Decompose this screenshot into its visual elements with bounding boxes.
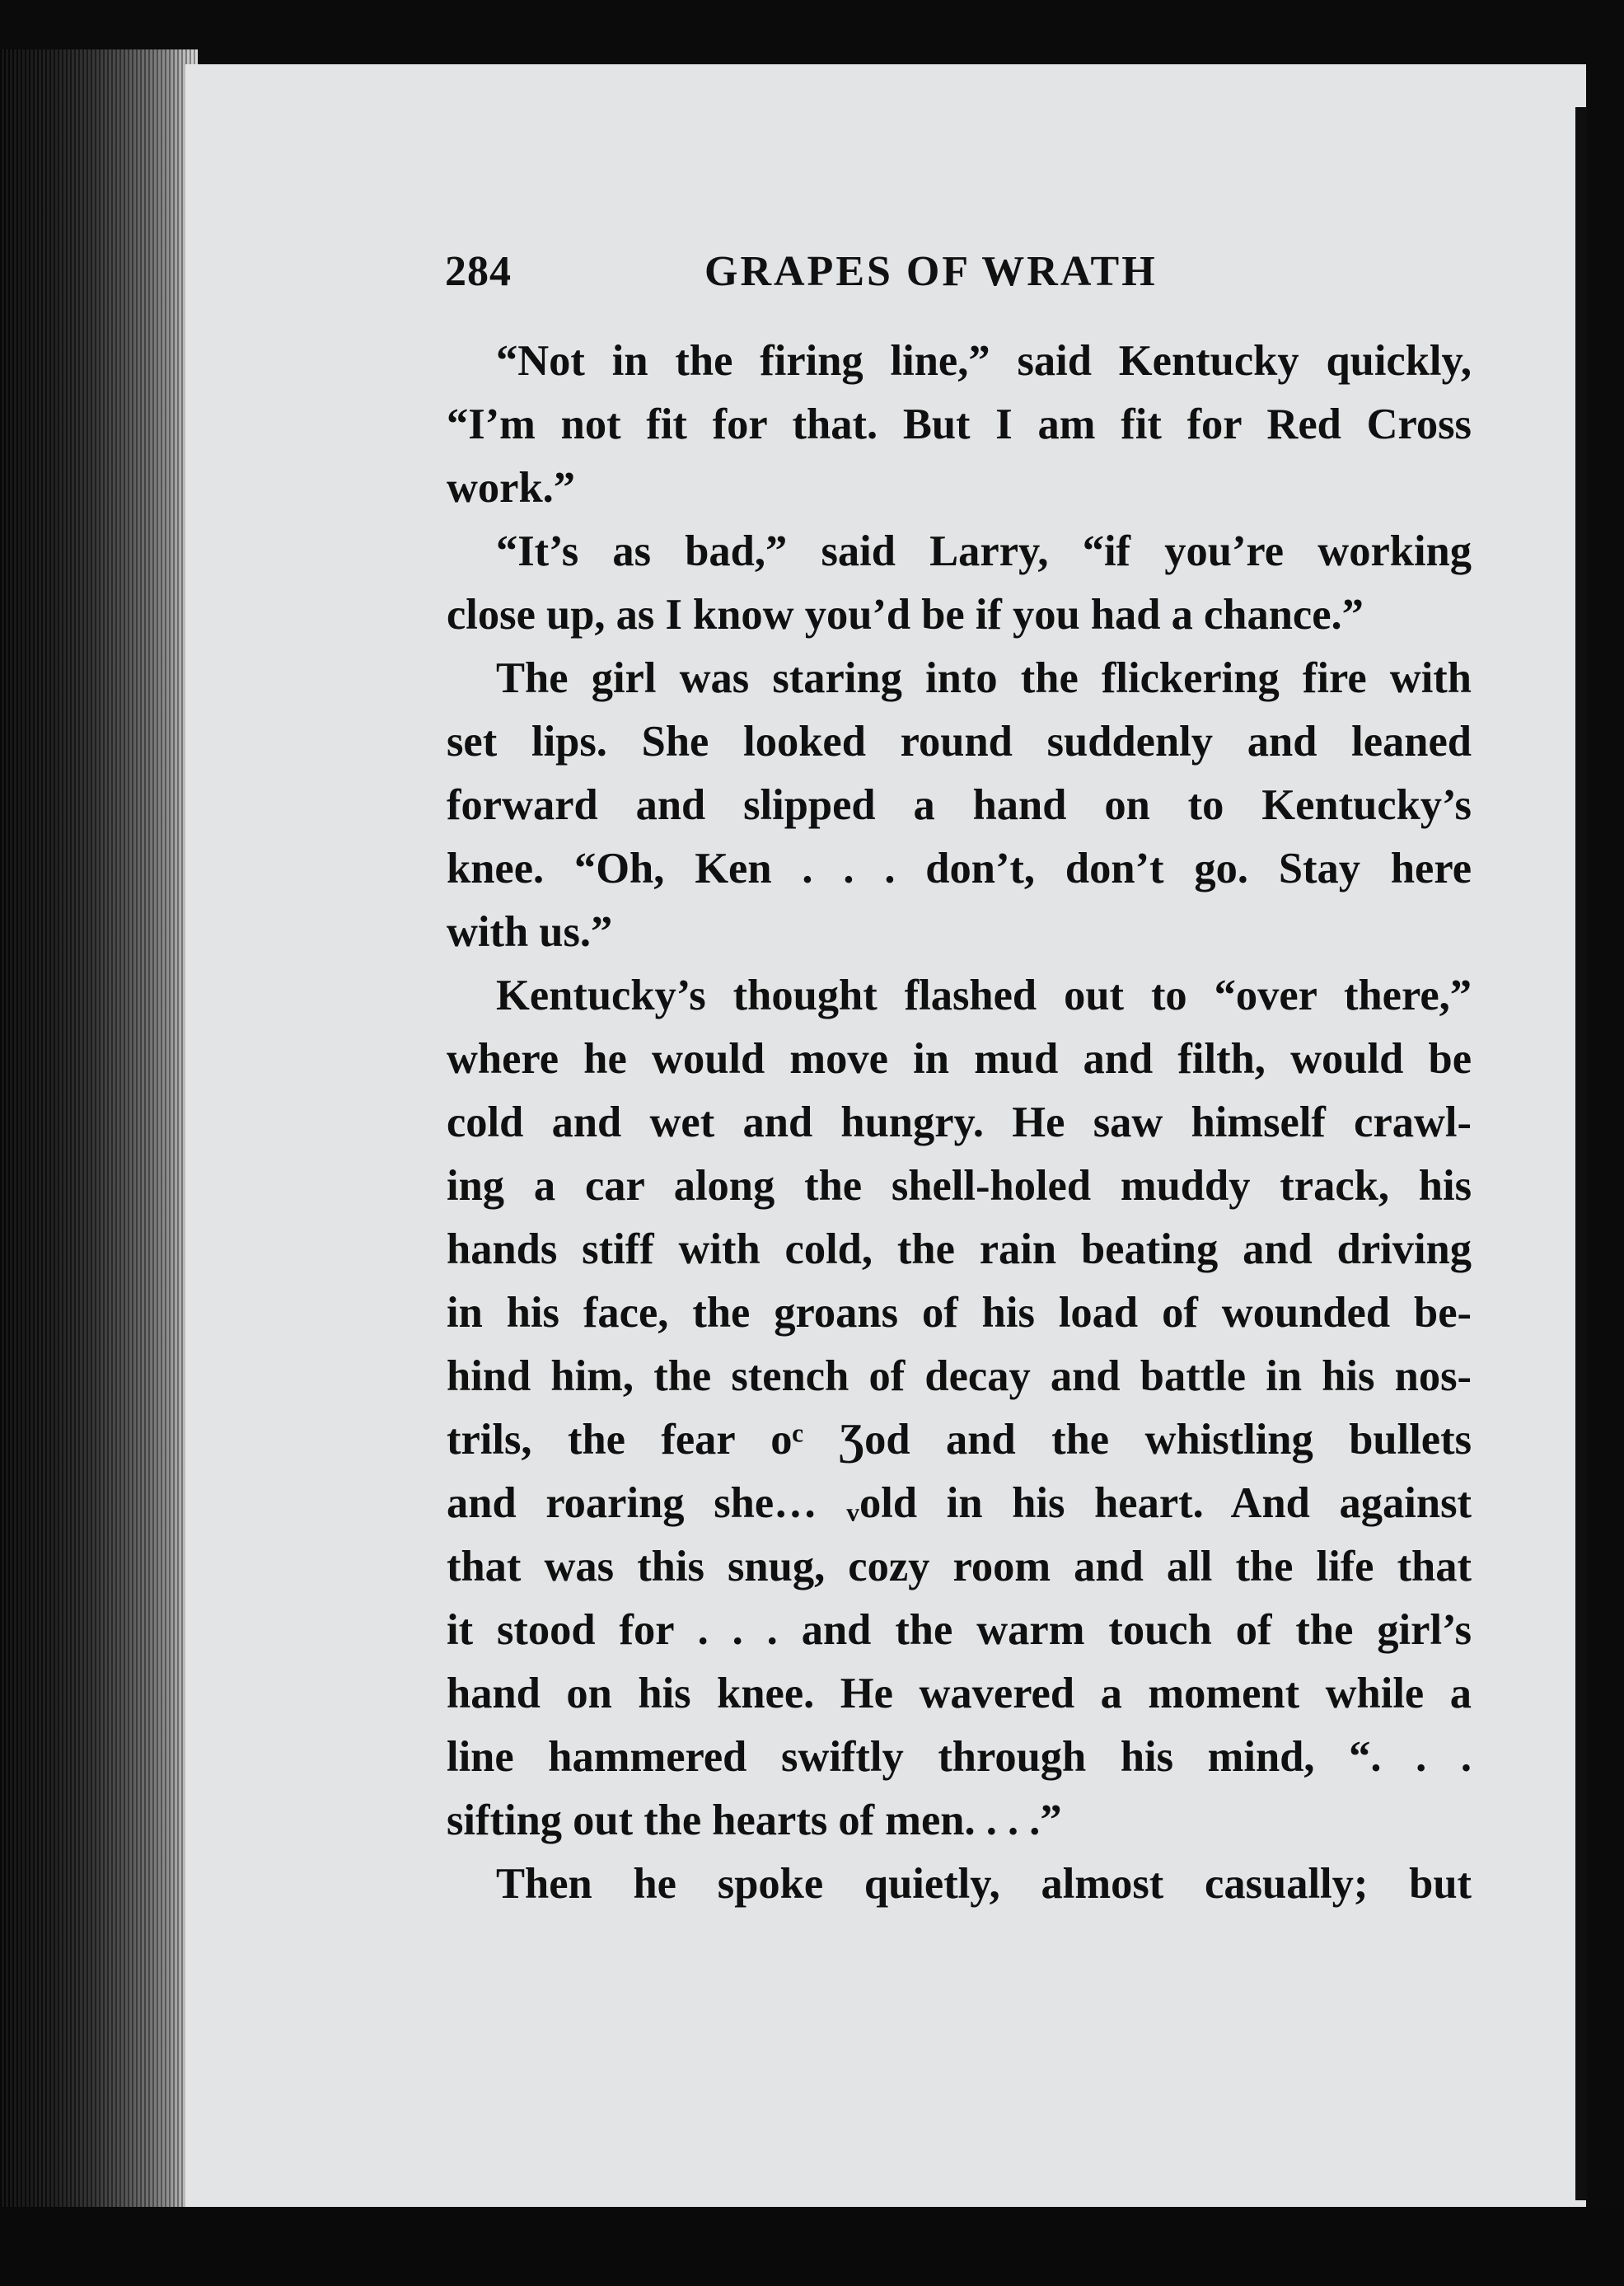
text-line: line hammered swiftly through his mind, “. . .	[447, 1733, 1472, 1781]
text-line: “Not in the firing line,” said Kentucky quickly,	[496, 337, 1472, 385]
text-line: The girl was staring into the flickering fire with	[496, 654, 1472, 702]
running-title: GRAPES OF WRATH	[704, 248, 1158, 295]
text-line: hands stiff with cold, the rain beating and driving	[447, 1225, 1472, 1273]
text-line: “I’m not fit for that. But I am fit for Red Cross	[447, 401, 1472, 448]
book-page-edges	[0, 49, 198, 2225]
text-line: in his face, the groans of his load of wounded be-	[447, 1289, 1472, 1337]
text-line: set lips. She looked round suddenly and leaned	[447, 718, 1472, 766]
body-text	[447, 330, 1472, 1916]
page-header	[445, 247, 1467, 313]
text-line: and roaring she… ᵥold in his heart. And against	[447, 1479, 1472, 1527]
text-line: close up, as I know you’d be if you had a chance.”	[447, 591, 1364, 639]
text-line: ing a car along the shell-holed muddy track, his	[447, 1162, 1472, 1210]
text-line: that was this snug, cozy room and all the life that	[447, 1543, 1472, 1590]
text-line: Then he spoke quietly, almost casually; but	[496, 1860, 1472, 1908]
text-line: Kentucky’s thought flashed out to “over there,”	[496, 972, 1472, 1019]
text-line: it stood for . . . and the warm touch of the girl’s	[447, 1606, 1472, 1654]
text-line: with us.”	[447, 908, 613, 956]
page-number: 284	[445, 248, 512, 295]
text-line: work.”	[447, 464, 576, 512]
text-line: sifting out the hearts of men. . . .”	[447, 1796, 1062, 1844]
text-line: where he would move in mud and filth, would be	[447, 1035, 1472, 1083]
text-line: “It’s as bad,” said Larry, “if you’re working	[496, 527, 1472, 575]
text-line: trils, the fear oᶜ Ʒod and the whistling bullets	[447, 1416, 1472, 1464]
text-line: knee. “Oh, Ken . . . don’t, don’t go. Stay here	[447, 845, 1472, 892]
text-line: hind him, the stench of decay and battle in his nos-	[447, 1352, 1472, 1400]
gutter-shadow	[1575, 107, 1587, 2200]
scan-bottom-border	[0, 2207, 1624, 2286]
text-line: cold and wet and hungry. He saw himself crawl-	[447, 1098, 1472, 1146]
text-line: hand on his knee. He wavered a moment while a	[447, 1670, 1472, 1717]
text-line: forward and slipped a hand on to Kentucky’s	[447, 781, 1472, 829]
